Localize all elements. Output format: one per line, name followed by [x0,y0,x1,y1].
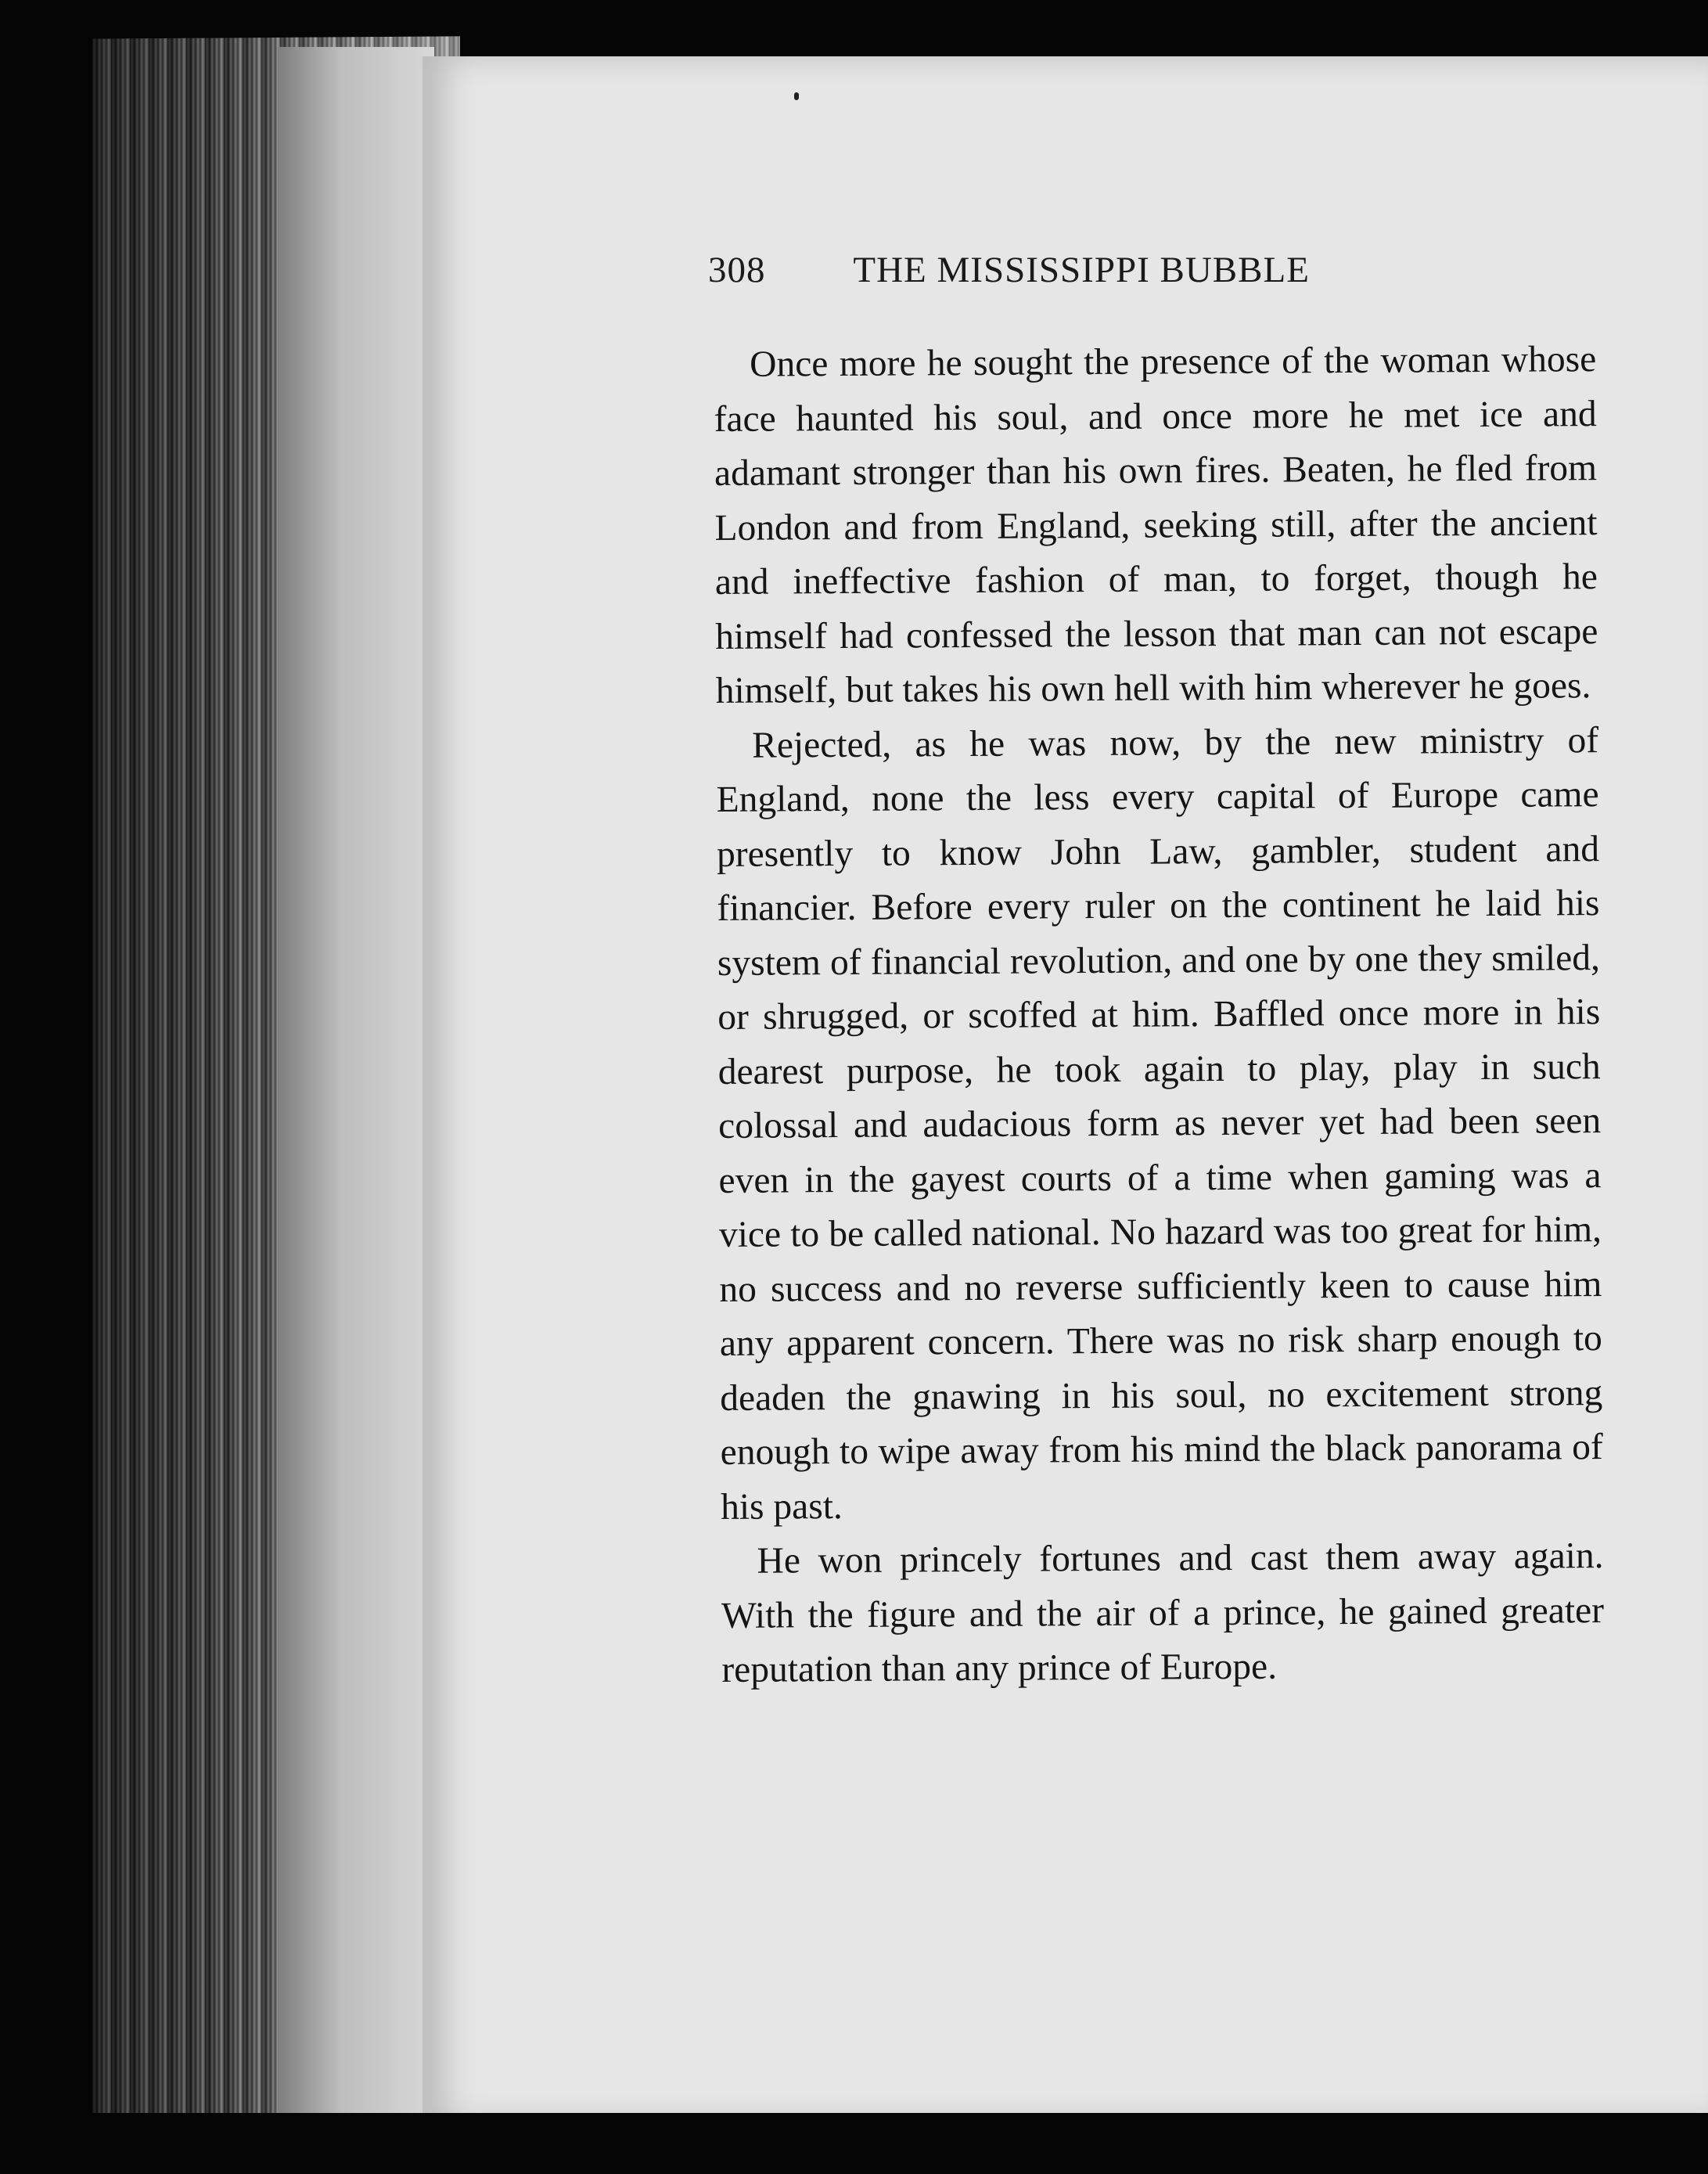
scan-speck [794,92,799,100]
book-gutter [278,47,434,2121]
body-text [714,333,1605,1697]
running-title: THE MISSISSIPPI BUBBLE [853,250,1310,290]
running-header [708,249,1490,291]
scan-border [0,2113,1708,2174]
paragraph: Rejected, as he was now, by the new ministry of England, none the less every capital of Europe came presently to know John Law, gambler, student and financier. Before every ruler on the continent he laid his system of financial revolution, and one by one they smiled, or shrugged, or scoffed at him. Baffled once more in his dearest purpose, he took again to play, play in such colossal and audacious form as never yet had been seen even in the gayest courts of a time when gaming was a vice to be called national. No hazard was too great for him, no success and no reverse sufficiently keen to cause him any apparent concern. There was no risk sharp enough to deaden the gnawing in his soul, no excitement strong enough to wipe away from his mind the black panorama of his past. [716,719,1603,1528]
paragraph: He won princely fortunes and cast them away again. With the figure and the air of a prince, he gained greater reputation than any prince of Europe. [721,1535,1605,1690]
paragraph: Once more he sought the presence of the woman whose face haunted his soul, and once more he met ice and adamant stronger than his own fires. Beaten, he fled from London and from England, seeking still, after the ancient and ineffective fashion of man, to forget, though he himself had confessed the lesson that man can not escape himself, but takes his own hell with him wherever he goes. [714,339,1598,711]
page-number: 308 [708,250,766,290]
